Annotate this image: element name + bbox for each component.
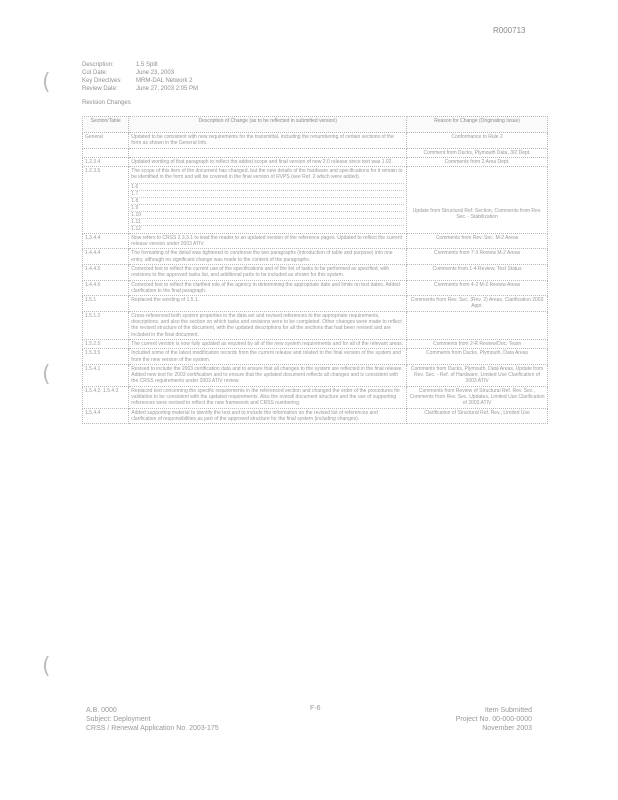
reason-cell: Comments from 7-3 Review M-2 Areas xyxy=(407,249,548,265)
section-cell: 1.3.4.4 xyxy=(83,233,129,249)
list-item: 1.12 xyxy=(131,225,404,232)
change-cell: Cross-referenced both system properties in the data set and revised references to the appropriate requirements, descriptions, and also the section on which tasks and revisions were to be completed. Other changes were made to reflect the revised structure of the document, with the updated descriptions for all the sections that had been revised and are included in the final document. xyxy=(129,311,407,339)
change-cell: Replaced the wording of 1.5.1. xyxy=(129,296,407,312)
change-cell: Replaced text concerning the specific requirements in the referenced section and changed the order of the procedures for validation to be consistent with the updated requirements. Also the overall document structure and the use of supporting references were revised to reflect the new framework and CRSS numbering. xyxy=(129,386,407,408)
table-row xyxy=(83,133,548,149)
footer-line: Item Submitted xyxy=(484,707,532,714)
metadata-row xyxy=(82,61,402,69)
table-row xyxy=(83,280,548,296)
section-cell xyxy=(83,148,129,157)
table-row xyxy=(83,148,548,157)
section-cell: General xyxy=(83,133,129,149)
metadata-value: June 27, 2003 2:05 PM xyxy=(136,86,199,92)
reason-text: Update from Structural Ref. Section, Comments from Rev. Sec. - Stabilization xyxy=(412,208,542,221)
change-cell: Now refers to CRSS 2.3.3.1 to lead the reader to an updated version of the reference pages. Updated to reflect the current release version under 2003 ATIV. xyxy=(129,233,407,249)
change-text: The scope of this item of the document has changed, but the new details of the hardware and specifications for it remain to be identified in the form and will be covered in the final version of RVPS (see Ref. 2 which were added). xyxy=(131,168,403,181)
reason-cell: Conformance to Rule 2 xyxy=(407,133,548,149)
table-row xyxy=(83,386,548,408)
reason-cell: Comment from Ducks, Plymouth Data, 3/2 Dept. xyxy=(407,148,548,157)
table-row xyxy=(83,157,548,166)
section-cell: 1.2.3.5 xyxy=(83,167,129,234)
page-id: R000713 xyxy=(493,26,526,35)
section-cell: 1.4.4.4 xyxy=(83,249,129,265)
footer-line: A.B. 0000 xyxy=(86,707,117,714)
reason-cell xyxy=(407,311,548,339)
table-row xyxy=(83,311,548,339)
sub-item-list xyxy=(131,183,404,232)
metadata-row xyxy=(82,85,402,93)
footer-line: November 2003 xyxy=(482,725,532,732)
change-cell: The formatting of the detail was tightened to condense the two paragraphs (introduction of table and purpose) into one entry, although no significant change was made to the content of the paragraphs. xyxy=(129,249,407,265)
change-cell: Added supporting material to identify the text and to include the information on the revised list of references and clarification of responsibilities as part of the approved structure for the final system (including changes). xyxy=(129,408,407,424)
footer-line: Subject: Deployment xyxy=(86,716,151,723)
reason-cell: Comments from 4-2 M-2 Review Areas xyxy=(407,280,548,296)
section-cell: 1.5.4.4 xyxy=(83,408,129,424)
punch-hole-mark: ( xyxy=(42,362,51,387)
reason-cell: Comments from Review of Structural Ref. Rev. Sec., Comments from Rev. Sec. Updates, Limited Use Clarification of 2003 ATIV xyxy=(407,386,548,408)
table-row xyxy=(83,167,548,234)
reason-cell: Comments from Ducks, Plymouth, Data Areas xyxy=(407,349,548,365)
reason-cell: Comments from 1-4 Review, Test Status xyxy=(407,264,548,280)
metadata-label: Cut Date: xyxy=(82,70,108,76)
table-row xyxy=(83,233,548,249)
list-item: 1.7 xyxy=(131,190,404,197)
footer-right xyxy=(440,706,532,733)
punch-hole-mark: ( xyxy=(42,654,51,679)
table-row xyxy=(83,364,548,386)
section-cell: 1.5.4.1 xyxy=(83,364,129,386)
change-cell: Updated to be consistent with new requirements for the transmittal, including the renumbering of certain sections of the form as shown in the General Info. xyxy=(129,133,407,149)
change-cell: The current version is now fully updated as required by all of the new system requirements and for all of the relevant areas. xyxy=(129,339,407,348)
table-row xyxy=(83,296,548,312)
reason-cell: Clarification of Structural Ref. Rev., Limited Use xyxy=(407,408,548,424)
table-row xyxy=(83,349,548,365)
table-row xyxy=(83,339,548,348)
reason-cell: Comments from Rev. Sec. (Rev. 2) Areas, Clarification 2003 Appr. xyxy=(407,296,548,312)
column-header: Description of Change (as to be reflected in submitted version) xyxy=(129,117,407,133)
metadata-label: Key Directives: xyxy=(82,78,123,84)
section-cell: 1.2.3.4 xyxy=(83,157,129,166)
column-header: Reason for Change (Originating Issue) xyxy=(407,117,548,133)
metadata-value: June 23, 2003 xyxy=(136,70,175,76)
column-header: Section/Table xyxy=(83,117,129,133)
table-header-row xyxy=(83,117,548,133)
reason-cell xyxy=(407,167,548,234)
list-item: 1.6 xyxy=(131,183,404,190)
list-item: 1.9 xyxy=(131,204,404,211)
list-item: 1.8 xyxy=(131,197,404,204)
change-cell: Updated wording of that paragraph to reflect the added scope and final version of new 2.0 release since text was 1.02. xyxy=(129,157,407,166)
section-cell: 1.5.1.2 xyxy=(83,311,129,339)
reason-spacer xyxy=(409,168,545,208)
punch-hole-mark: ( xyxy=(42,70,51,95)
table-row xyxy=(83,249,548,265)
reason-cell: Comments from Rev. Sec. M-2 Areas xyxy=(407,233,548,249)
document-metadata xyxy=(82,61,402,93)
list-item: 1.10 xyxy=(131,211,404,218)
footer-left xyxy=(86,706,219,733)
change-cell: Corrected text to reflect the clarified role of the agency in determining the appropriate date and limits on test dates. Added clarification to the final paragraph. xyxy=(129,280,407,296)
section-cell: 1.5.1 xyxy=(83,296,129,312)
metadata-label: Description: xyxy=(82,62,114,68)
metadata-row xyxy=(82,77,402,85)
section-cell: 1.4.4.5 xyxy=(83,264,129,280)
change-cell xyxy=(129,148,407,157)
change-cell: Revised to include the 2003 certification data and to ensure that all changes to the system are reflected in the final release. Added new text for 2003 certification and to ensure that the updated document reflects all changes and is consistent with the CRSS requirements under 2003 ATIV review. xyxy=(129,364,407,386)
change-cell: Corrected text to reflect the current use of the specifications and of the list of tasks to be performed as specified, with revisions to the approved tasks list, and additional parts to be included as shown for this system. xyxy=(129,264,407,280)
section-cell: 1.5.4.2, 1.5.4.3 xyxy=(83,386,129,408)
section-cell: 1.5.3.5 xyxy=(83,349,129,365)
metadata-label: Review Date: xyxy=(82,86,118,92)
list-item: 1.11 xyxy=(131,218,404,225)
page-number: F-6 xyxy=(310,705,321,712)
reason-cell: Comments from 2-R Review/Doc. Team xyxy=(407,339,548,348)
reason-cell: Comments from 2 Area Dept. xyxy=(407,157,548,166)
section-title: Revision Changes xyxy=(82,100,131,106)
table-row xyxy=(83,264,548,280)
section-cell: 1.5.2.5 xyxy=(83,339,129,348)
section-cell: 1.4.4.6 xyxy=(83,280,129,296)
metadata-row xyxy=(82,69,402,77)
footer-line: Project No. 00-000-0000 xyxy=(455,716,532,723)
table-row xyxy=(83,408,548,424)
reason-cell: Comments from Ducks, Plymouth, Data Areas, Update from Rev. Sec. - Ref. of Hardware, Limited Use Clarification of 2003 ATIV xyxy=(407,364,548,386)
change-cell xyxy=(129,167,407,234)
metadata-value: 1.5 Split xyxy=(136,62,158,68)
revision-changes-table xyxy=(82,116,548,424)
metadata-value: MRM-DAL Network 2 xyxy=(136,78,193,84)
change-cell: Included some of the latest modification records from the current release and related to the final version of the system and from the new version of the system. xyxy=(129,349,407,365)
footer-line: CRSS / Renewal Application No. 2003-175 xyxy=(86,725,219,732)
